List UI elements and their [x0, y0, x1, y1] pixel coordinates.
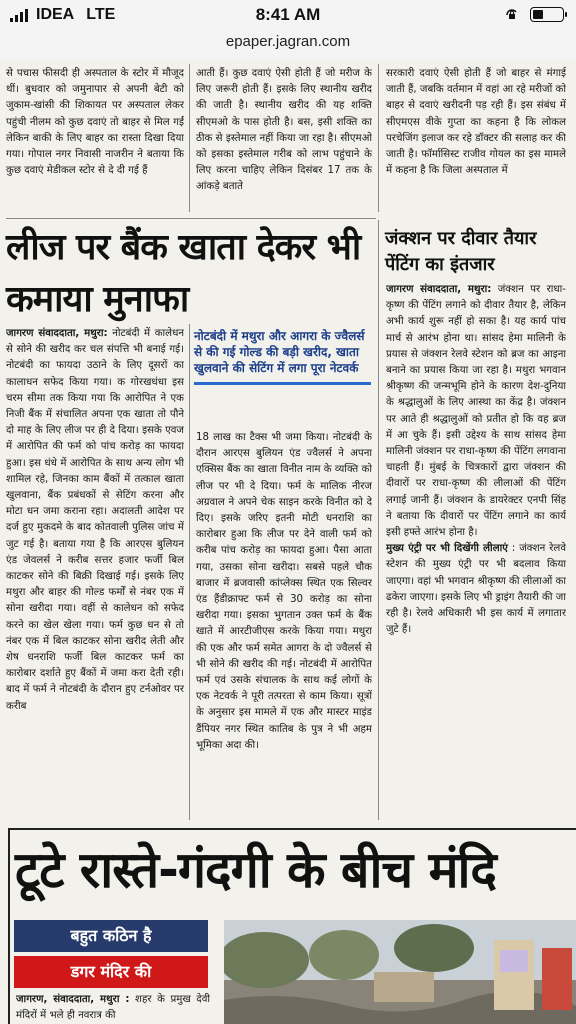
url-text[interactable]: epaper.jagran.com	[225, 33, 351, 50]
article-right-column: जागरण संवाददाता, मथुरा: जंक्शन पर राधा-कृष्ण की पेंटिंग लगाने को दीवार तैयार है, लेकिन अभी कार्य शुरू नहीं हो सका है। यह कार्य पांच मार्च से आरंभ होना था। सांसद हेमा मालिनी के प्रयास से जंक्शन रेलवे स्टेशन को ब्रज का आइना बनाने का प्रयास किया जा रहा है। मथुरा भगवान श्रीकृष्ण की जन्मभूमि होने के कारण देश-दुनिया के श्रद्धालुओं के लिए आस्था का केंद्र है। जंक्शन पर आते ही श्रद्धालुओं को प्रतीत हो कि वह ब्रज में आ चुके हैं। इसी उद्देश्य के साथ सांसद हेमा मालिनी जंक्शन पर राधा-कृष्ण की पेंटिंग लगवाना चाहती हैं। मुंबई के चित्रकारों द्वारा जंक्शन की दीवारों पर राधा-कृष्ण की लीलाओं की पेंटिंग लगाई जानी हैं। जंक्शन के डायरेक्टर एनपी सिंह ने बताया कि दीवारों पर पेंटिंग लगाने का कार्य इसी हफ्ते आरंभ होना है। मुख्य एंट्री पर भी दिखेंगी लीलाएं : जंक्शन रेलवे स्टेशन की मुख्य एंट्री पर भी बदलाव किया जाएगा। वहां भी भगवान श्रीकृष्ण की लीलाओं का ढकेरा जाएगा। इसके लिए भी ड्राइंग तैयारी की जा रही है। रेलवे अधिकारी भी इस कार्य में लगातार जुटे हैं।	[386, 284, 566, 636]
byline: जागरण संवाददाता, मथुरा:	[386, 284, 492, 295]
article-mid-column: 18 लाख का टैक्स भी जमा किया। नोटबंदी के दौरान आरएस बुलियन एंड ज्वैलर्स ने अपना एक्सिस बैंक का खाता विनीत नाम के व्यक्ति को लीज पर भी दे दिया। फर्म के मालिक नीरज अग्रवाल ने अपने चेक साइन करके विनीत को दे दिए। इसके जरिए इतनी मोटी धनराशि का कारोबार हुआ कि लीज पर देने वाली फर्म को करीब पांच करोड़ का फायदा हुआ। पैसा आता गया, उसका सोना खरीदा। सबसे पहले चौक बाजार में ब्रजवासी कांप्लेक्स स्थित एक सिल्वर एंड हैंडीक्राफ्ट फर्म से 30 करोड़ का सोना खरीदा गया। इसका भुगतान उक्त फर्म के बैंक खाते में आरटीजीएस करके किया गया। मथुरा की एक और फर्म समेत आगरा के दो ज्वैलर्स से भी सोने की खरीद की गई। नोटबंदी में आरोपित फर्म एवं उसके संचालक के साथ कई लोगों के एक नेटवर्क ने पूरी तत्परता से काम किया। सूत्रों के अनुसार इस मामले में एक और मास्टर माइंड डैंपियर नगर स्थित कातिब के पुत्र ने भी अहम भूमिका अदा की।	[196, 432, 372, 751]
column-divider	[189, 324, 190, 820]
article-photo[interactable]	[224, 920, 576, 1024]
headline-bottom[interactable]: टूटे रास्ते-गंदगी के बीच मंदि	[15, 841, 496, 899]
article-left-column: जागरण संवाददाता, मथुरा: नोटबंदी में कालेधन से सोने की खरीद कर चल संपत्ति भी बनाई गई। नोटबंदी का फायदा उठाने के लिए दूसरों का कालाधन सफेद किया गया। क गोरखधंधा इस चरम सीमा तक किया गया कि आरोपित ने एक निजी बैंक में संचालित अपना एक खाता तो पौने दो माह के लिए लीज पर ही दे दिया। इसके एवज में आरोपित की फर्म को पांच करोड़ का फायदा हुआ। इस धंधे में आरोपित के साथ अन्य लोग भी शामिल रहे, जिनका काम बैंकों में तत्काल खाता खुलवाना, बैंक प्रबंधकों से सेटिंग करना और मोटा धन जमा कराना रहा। अदालती आदेश पर दर्ज हुए मुकदमे के बाद कोतवाली पुलिस जांच में जुट गई है। बताया गया है कि आरएस बुलियन एंड जेवलर्स ने करीब सत्तर हजार फर्जी बिल काटकर सोने की बिक्री दिखाई गई। इसके लिए मथुरा और बाहर की गोल्ड फर्मों से नंबर एक में सोना खरीदा गया। वहीं से कालेधन को सफेद करने का खेल खेला गया। फर्म कुछ धन से तो नंबर एक में बिल काटकर सोना खरीद लेती और शेष धनराशि फर्जी बिल काटकर फर्म का कारोबार दर्शाते हुए बैंकों में जमा करा देती रही। बाद में फर्म ने नोटबंदी के दौरान हुए टर्नओवर पर करीब	[6, 328, 184, 712]
article-column-top-right: सरकारी दवाएं ऐसी होती हैं जो बाहर से मंगाई जाती हैं, जबकि वर्तमान में वहां आ रहे मरीजों को बाहर से दवाएं खरीदनी पड़ रही हैं। इस संबंध में सीएमएस वीके गुप्ता का कहना है कि लोकल परचेजिंग इलाज कर रहे डॉक्टर की सलाह कर की जाती है। फॉर्मासिस्ट राजीव गोयल का इस मामले में कहना है कि जिला अस्पताल में	[386, 68, 566, 177]
column-divider	[378, 220, 379, 820]
clock: 8:41 AM	[255, 5, 321, 24]
address-bar[interactable]	[0, 30, 576, 61]
byline: जागरण, संवाददाता, मथुरा :	[16, 994, 130, 1005]
subsection-heading: मुख्य एंट्री पर भी दिखेंगी लीलाएं	[386, 543, 508, 555]
headline-main[interactable]: लीज पर बैंक खाता देकर भी कमाया मुनाफा	[6, 227, 361, 320]
byline: जागरण संवाददाता, मथुरा:	[6, 328, 108, 339]
battery-icon	[530, 7, 564, 22]
lock-rotation-icon	[504, 8, 520, 22]
column-divider	[378, 64, 379, 212]
subheadline: नोटबंदी में मथुरा और आगरा के ज्वैलर्स से की गई गोल्ड की बड़ी खरीद, खाता खुलवाने की सेटिंग में लगा पूरा नेटवर्क	[194, 328, 371, 385]
section-divider	[6, 218, 376, 219]
headline-side[interactable]: जंक्शन पर दीवार तैयार पेंटिंग का इंतजार	[385, 228, 537, 275]
article-column-top-mid: आती हैं। कुछ दवाएं ऐसी होती हैं जो मरीज के लिए जरूरी होती हैं। इसके लिए स्थानीय खरीद की जाती है। स्थानीय खरीद की यह शक्ति सीएमओ के पास होती है। बस, इसी शक्ति का ठीक से इस्तेमाल नहीं किया जा रहा है। सीएमओ को इसका इस्तेमाल गरीब को लाभ पहुंचाने के लिए करना चाहिए लेकिन दिसंबर 17 तक के आंकड़े बताते	[196, 68, 372, 193]
column-divider	[189, 64, 190, 212]
article-column-top-left: से पचास फीसदी ही अस्पताल के स्टोर में मौजूद थीं। बुधवार को जमुनापार से अपनी बेटी को जुकाम-खांसी की शिकायत पर अस्पताल लेकर पहुंची नीलम को कुछ दवाएं तो बाहर से मिल गईं लेकिन बाकी के लिए बाहर का रास्ता दिखा दिया गया। गोपाल नगर निवासी नाजरीन ने बताया कि कुछ दवाएं मेडीकल स्टोर से दे दी गई हैं	[6, 68, 184, 177]
carrier-name: IDEA	[36, 6, 75, 23]
newspaper-page	[0, 60, 576, 1024]
kicker-box-blue: बहुत कठिन है	[14, 920, 208, 952]
status-bar	[0, 0, 576, 30]
temple-photo-illustration	[224, 920, 576, 1024]
kicker-box-red: डगर मंदिर की	[14, 956, 208, 988]
article-bottom-text: जागरण, संवाददाता, मथुरा : शहर के प्रमुख देवी मंदिरों में भले ही नवरात्र की	[16, 994, 210, 1021]
network-type: LTE	[86, 6, 116, 23]
